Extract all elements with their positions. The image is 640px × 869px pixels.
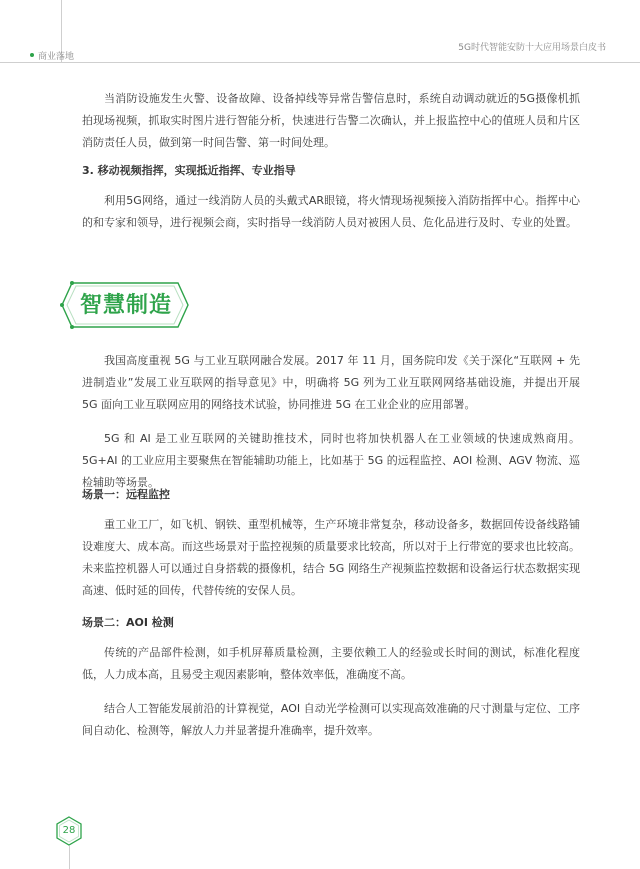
- scene-heading-text: 场景二：AOI 检测: [82, 616, 174, 629]
- header-divider: [0, 62, 640, 63]
- paragraph-text: 传统的产品部件检测，如手机屏幕质量检测，主要依赖工人的经验或长时间的测试，标准化程度低，人力成本高，且易受主观因素影响，整体效率低，准确度不高。: [82, 646, 580, 681]
- section-label: 商业落地: [38, 51, 75, 62]
- book-title: 5G时代智能安防十大应用场景白皮书: [458, 43, 606, 53]
- page-number: 28: [62, 825, 76, 836]
- paragraph-text: 当消防设施发生火警、设备故障、设备掉线等异常告警信息时，系统自动调动就近的5G摄像机抓拍现场视频，抓取实时图片进行智能分析，快速进行告警二次确认，并上报监控中心的值班人员和片区消防责任人员，做到第一时间告警、第一时间处理。: [82, 92, 580, 149]
- section-tag: [0, 48, 74, 62]
- paragraph-7: [82, 698, 580, 742]
- section-banner: [60, 281, 190, 329]
- scene-heading-1: [82, 484, 580, 506]
- paragraph-1: [82, 88, 580, 154]
- scene-heading-text: 场景一：远程监控: [82, 488, 170, 501]
- subheading-text: 3. 移动视频指挥，实现抵近指挥、专业指导: [82, 164, 296, 177]
- paragraph-text: 5G 和 AI 是工业互联网的关键助推技术，同时也将加快机器人在工业领域的快速成熟商用。5G+AI 的工业应用主要聚焦在智能辅助功能上，比如基于 5G 的远程监控、AOI 检测、AGV 物流、巡检辅助等场景。: [82, 432, 580, 489]
- paragraph-text: 重工业工厂，如飞机、钢铁、重型机械等，生产环境非常复杂，移动设备多，数据回传设备线路铺设难度大、成本高。而这些场景对于监控视频的质量要求比较高，所以对于上行带宽的要求也比较高。未来监控机器人可以通过自身搭载的摄像机，结合 5G 网络生产视频监控数据和设备运行状态数据实现高速、低时延的回传，代替传统的安保人员。: [82, 518, 580, 597]
- paragraph-text: 利用5G网络，通过一线消防人员的头戴式AR眼镜，将火情现场视频接入消防指挥中心。指挥中心的和专家和领导，进行视频会商，实时指导一线消防人员对被困人员、危化品进行及时、专业的处置。: [82, 194, 580, 229]
- bullet-icon: [30, 53, 34, 57]
- paragraph-6: [82, 642, 580, 686]
- paragraph-text: 我国高度重视 5G 与工业互联网融合发展。2017 年 11 月，国务院印发《关于深化“互联网 + 先进制造业”发展工业互联网的指导意见》中，明确将 5G 列为工业互联网网络基础设施，并提出开展 5G 面向工业互联网应用的网络技术试验，协同推进 5G 在工业企业的应用部署。: [82, 354, 580, 411]
- paragraph-text: 结合人工智能发展前沿的计算视觉，AOI 自动光学检测可以实现高效准确的尺寸测量与定位、工序间自动化、检测等，解放人力并显著提升准确率，提升效率。: [82, 702, 580, 737]
- paragraph-3: [82, 350, 580, 416]
- paragraph-2: [82, 190, 580, 234]
- subheading-3: [82, 160, 580, 182]
- footer-divider-vertical: [69, 846, 70, 869]
- banner-title: 智慧制造: [80, 293, 173, 318]
- paragraph-5: [82, 514, 580, 602]
- scene-heading-2: [82, 612, 580, 634]
